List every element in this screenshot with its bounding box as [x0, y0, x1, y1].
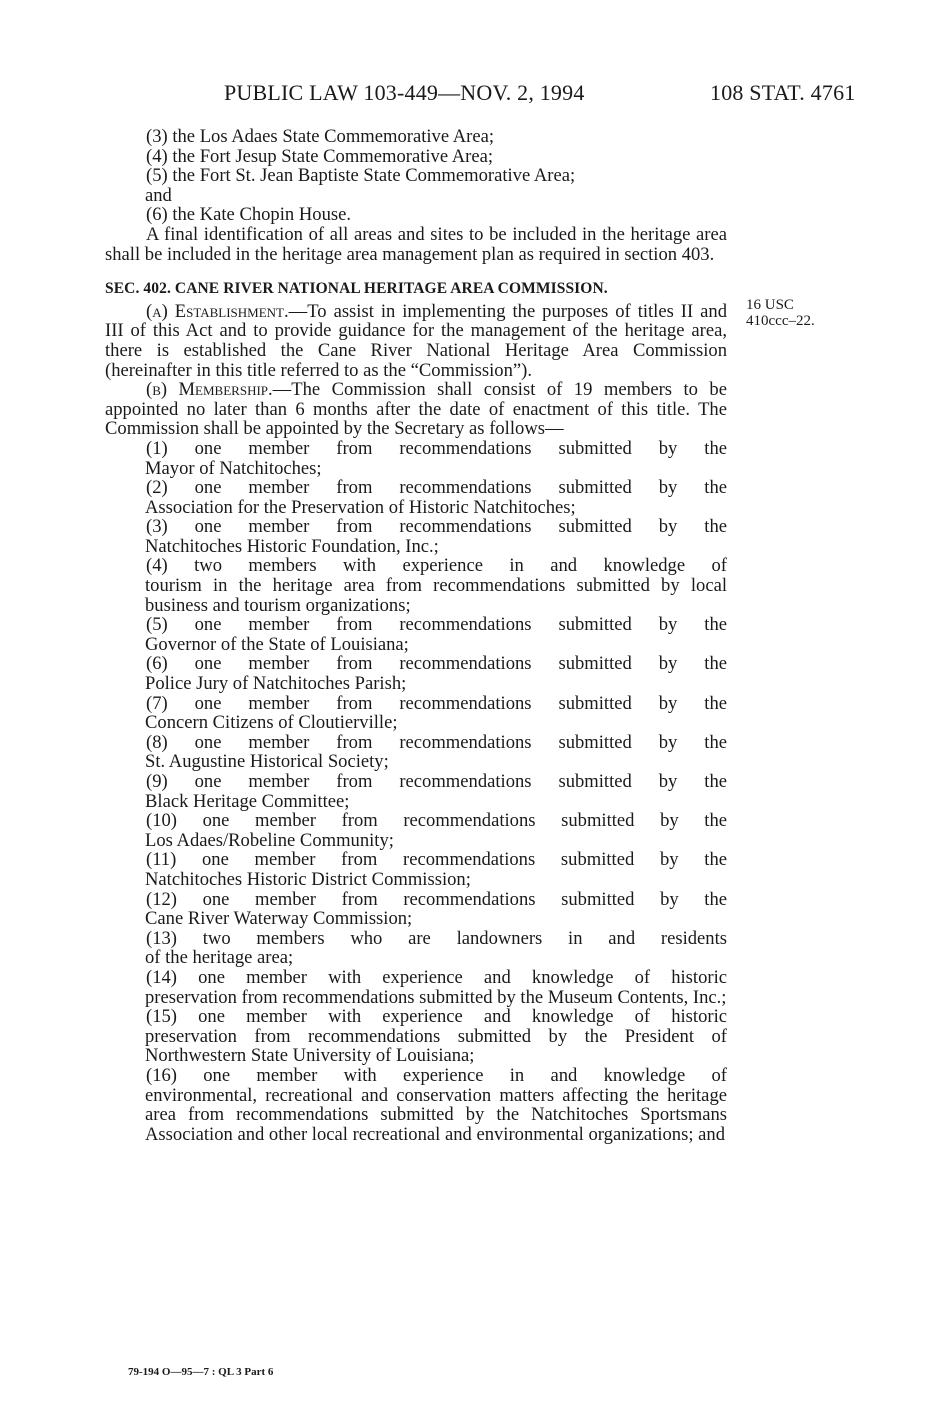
running-header-stat-page: 108 STAT. 4761: [710, 80, 856, 105]
member-item: [105, 439, 727, 478]
member-item: [105, 1066, 727, 1144]
margin-note-line: 16 USC: [746, 297, 794, 313]
member-item-continuation: preservation from recommendations submitted by the President of Northwestern State University of Louisiana;: [145, 1025, 727, 1067]
member-item-continuation: Natchitoches Historic Foundation, Inc.;: [145, 535, 439, 557]
member-item-continuation: tourism in the heritage area from recommendations submitted by local business and tourism organizations;: [145, 575, 727, 616]
member-item-first-line: (6) one member from recommendations submitted by the: [146, 653, 727, 675]
subsection-establishment: [105, 302, 727, 380]
member-item-continuation: of the heritage area;: [145, 947, 294, 969]
member-item-continuation: St. Augustine Historical Society;: [145, 751, 389, 773]
member-item: [105, 556, 727, 615]
subsection-membership: [105, 380, 727, 439]
member-item: [105, 929, 727, 968]
subsection-label: (a) Establishment.: [146, 300, 289, 322]
member-item-continuation: Cane River Waterway Commission;: [145, 908, 413, 930]
member-item-continuation: preservation from recommendations submitted by the Museum Contents, Inc.;: [145, 986, 727, 1008]
member-item-first-line: (7) one member from recommendations submitted by the: [146, 692, 727, 714]
printing-footer: 79-194 O—95—7 : QL 3 Part 6: [128, 1366, 274, 1378]
member-item-first-line: (13) two members who are landowners in and residents: [146, 927, 727, 949]
member-item: [105, 1007, 727, 1066]
member-item-continuation: Natchitoches Historic District Commission;: [145, 868, 471, 890]
member-item: [105, 890, 727, 929]
member-item-continuation: Concern Citizens of Cloutierville;: [145, 712, 398, 734]
member-item-continuation: Association for the Preservation of Historic Natchitoches;: [145, 496, 576, 518]
member-item-first-line: (11) one member from recommendations submitted by the: [146, 849, 727, 871]
member-item-first-line: (15) one member with experience and knowledge of historic: [146, 1006, 727, 1028]
member-item-continuation: Los Adaes/Robeline Community;: [145, 829, 394, 851]
member-item-first-line: (14) one member with experience and knowledge of historic: [146, 966, 727, 988]
subsection-label: (b) Membership.: [146, 379, 273, 401]
member-item-continuation: Mayor of Natchitoches;: [145, 457, 322, 479]
member-item-continuation: Police Jury of Natchitoches Parish;: [145, 673, 407, 695]
member-item-continuation: Black Heritage Committee;: [145, 790, 350, 812]
member-item: [105, 733, 727, 772]
member-item: [105, 850, 727, 889]
member-item-first-line: (16) one member with experience in and knowledge of: [146, 1064, 727, 1086]
subsection-text: —To assist in implementing the purposes of titles II and III of this Act and to provide guidance for the management of the heritage area, there is established the Cane River National Heritage Area Commission (hereinafter in this title referred to as the “Commission”).: [105, 300, 727, 381]
member-item: [105, 772, 727, 811]
list-item: (5) the Fort St. Jean Baptiste State Commemorative Area;: [146, 165, 576, 187]
member-item: [105, 811, 727, 850]
margin-note: [746, 297, 815, 329]
member-item-first-line: (8) one member from recommendations submitted by the: [146, 731, 727, 753]
member-item: [105, 615, 727, 654]
body-text: [105, 127, 727, 1144]
list-item-continuation: and: [145, 184, 172, 206]
member-item-first-line: (4) two members with experience in and knowledge of: [146, 555, 727, 577]
list-item: (4) the Fort Jesup State Commemorative Area;: [146, 145, 494, 167]
member-item-first-line: (10) one member from recommendations submitted by the: [146, 810, 727, 832]
running-header-title: PUBLIC LAW 103-449—NOV. 2, 1994: [224, 80, 585, 105]
member-item: [105, 694, 727, 733]
subsection-text: —The Commission shall consist of 19 members to be appointed no later than 6 months after the date of enactment of this title. The Commission shall be appointed by the Secretary as follows—: [105, 379, 727, 440]
member-item-first-line: (12) one member from recommendations submitted by the: [146, 888, 727, 910]
member-item-continuation: Governor of the State of Louisiana;: [145, 633, 409, 655]
member-item: [105, 478, 727, 517]
list-item: (3) the Los Adaes State Commemorative Area;: [146, 126, 495, 147]
member-item: [105, 968, 727, 1007]
section-heading: SEC. 402. CANE RIVER NATIONAL HERITAGE AREA COMMISSION.: [105, 280, 608, 298]
member-item-continuation: environmental, recreational and conservation matters affecting the heritage area from recommendations submitted by the Natchitoches Sportsmans Association and other local recreational and environmental organizations; and: [145, 1084, 727, 1145]
margin-note-line: 410ccc–22.: [746, 313, 815, 329]
member-item: [105, 517, 727, 556]
member-item-first-line: (2) one member from recommendations submitted by the: [146, 477, 727, 499]
member-item: [105, 654, 727, 693]
list-item: (6) the Kate Chopin House.: [146, 204, 352, 226]
member-item-first-line: (9) one member from recommendations submitted by the: [146, 771, 727, 792]
member-item-first-line: (3) one member from recommendations submitted by the: [146, 516, 727, 538]
member-item-first-line: (5) one member from recommendations submitted by the: [146, 614, 727, 636]
membership-list: [105, 439, 727, 1144]
member-item-first-line: (1) one member from recommendations submitted by the: [146, 437, 727, 459]
final-identification-paragraph: A final identification of all areas and sites to be included in the heritage area shall be included in the heritage area management plan as required in section 403.: [105, 223, 727, 265]
